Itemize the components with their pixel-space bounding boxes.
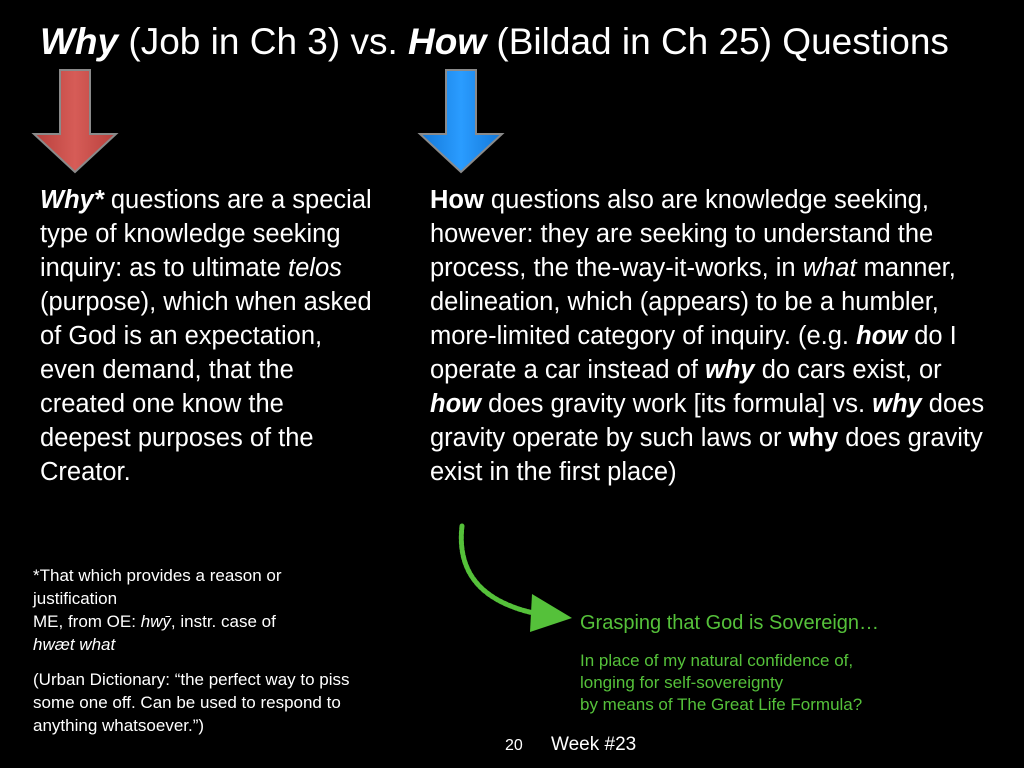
title-part2: (Bildad in Ch 25) Questions <box>486 21 949 62</box>
hwaet-word: hwæt what <box>33 635 116 654</box>
how-text-6: does gravity operate by such laws or <box>430 390 985 452</box>
why-description <box>40 183 380 489</box>
slide-title <box>40 20 1010 64</box>
footnote-line-2b: , instr. case of <box>170 612 276 631</box>
title-part1: (Job in Ch 3) vs. <box>118 21 409 62</box>
why-word-1: why <box>705 356 755 384</box>
why-text-1: questions are a special type of knowledge seeking inquiry: as to ultimate <box>40 186 372 282</box>
how-text-5: does gravity work [its formula] vs. <box>481 390 873 418</box>
footnote-line-2 <box>33 610 353 633</box>
why-word-3: why <box>788 424 839 452</box>
sovereign-line-1: In place of my natural confidence of, <box>580 651 854 670</box>
hwy-word: hwȳ <box>140 612 171 631</box>
page-number: 20 <box>505 737 523 754</box>
how-text-4: do cars exist, or <box>754 356 942 384</box>
urban-dictionary-note: (Urban Dictionary: “the perfect way to piss some one off. Can be used to respond to anything whatsoever.”) <box>33 670 350 735</box>
footnote <box>33 564 353 656</box>
why-text-2: (purpose), which when asked of God is an expectation, even demand, that the created one know the deepest purposes of the Creator. <box>40 288 372 486</box>
sovereign-line-3: by means of The Great Life Formula? <box>580 695 863 714</box>
footnote-line-1: *That which provides a reason or justification <box>33 566 282 608</box>
how-text-2: manner, delineation, which (appears) to be a humbler, more-limited category of inquiry. (e.g. <box>430 254 956 350</box>
how-description <box>430 183 990 489</box>
how-text-3: do I operate a car instead of <box>430 322 957 384</box>
telos-word: telos <box>288 254 342 282</box>
red-down-arrow-icon <box>30 68 120 176</box>
how-word-3: how <box>430 390 481 418</box>
week-label: Week #23 <box>551 734 637 755</box>
how-label: How <box>430 186 484 214</box>
sovereign-body <box>580 650 1000 716</box>
title-how: How <box>408 21 487 62</box>
how-text-7: does gravity exist in the first place) <box>430 424 983 486</box>
sovereign-line-2: longing for self-sovereignty <box>580 673 784 692</box>
what-word: what <box>802 254 857 282</box>
why-star-label: Why* <box>40 186 104 214</box>
how-text-1: questions also are knowledge seeking, however: they are seeking to understand the process, the the-way-it-works, in <box>430 186 934 282</box>
why-word-2: why <box>872 390 922 418</box>
footnote-line-2a: ME, from OE: <box>33 612 141 631</box>
sovereign-heading: Grasping that God is Sovereign… <box>580 612 880 634</box>
green-curved-arrow-icon <box>440 522 580 632</box>
how-word-2: how <box>856 322 908 350</box>
blue-down-arrow-icon <box>416 68 506 176</box>
title-why: Why <box>40 21 119 62</box>
